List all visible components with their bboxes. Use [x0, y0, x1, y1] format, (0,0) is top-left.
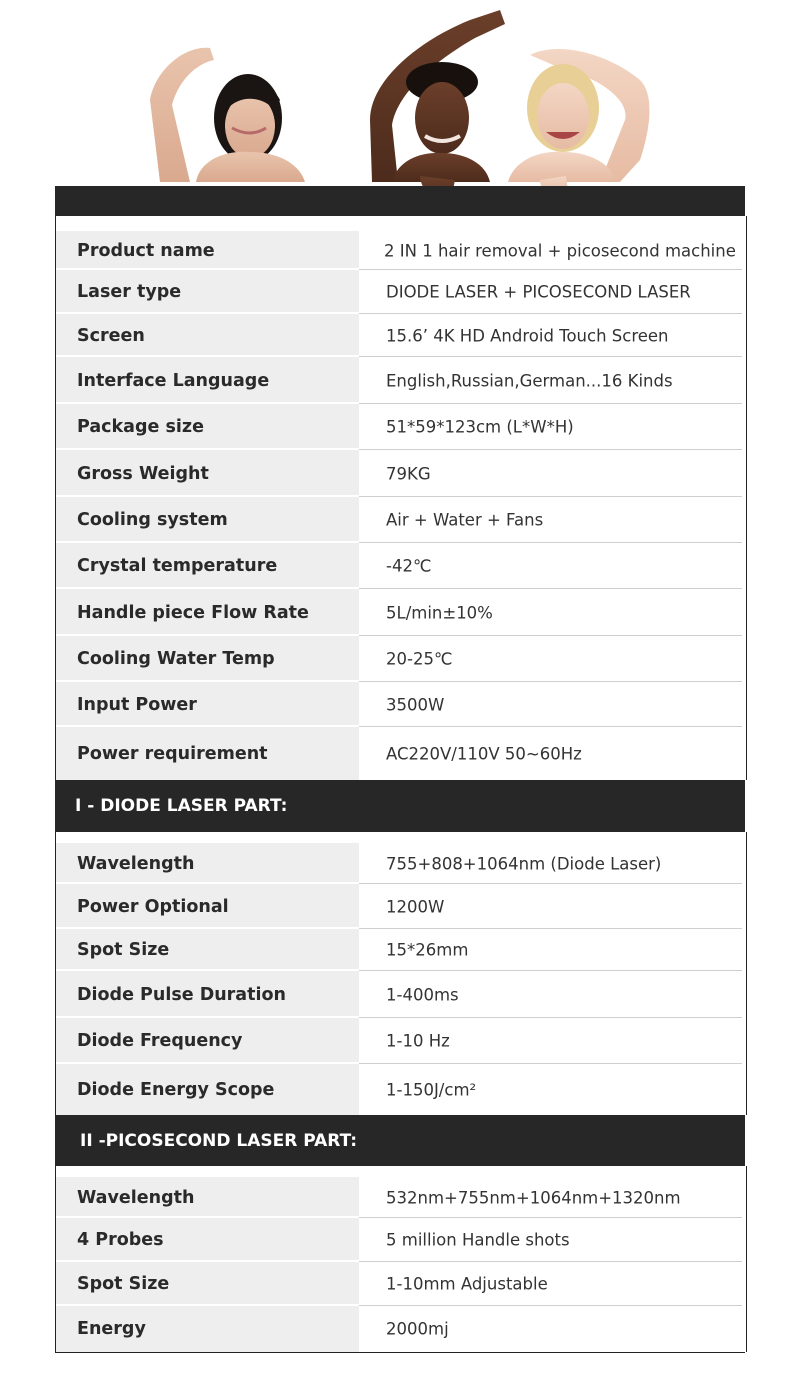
hero-photo	[0, 0, 800, 190]
row-label: Wavelength	[77, 1187, 195, 1208]
row-value: 5 million Handle shots	[386, 1230, 570, 1250]
row-value: 5L/min±10%	[386, 603, 493, 622]
row-value: 15*26mm	[386, 940, 469, 960]
table-row	[56, 314, 745, 357]
table-row	[56, 1064, 745, 1115]
row-label: Diode Frequency	[77, 1031, 243, 1051]
row-value: 79KG	[386, 464, 431, 483]
row-label: Power Optional	[77, 896, 229, 917]
row-value: 1200W	[386, 897, 445, 916]
row-value: 2000mj	[386, 1319, 449, 1339]
section-header-pico	[55, 1115, 745, 1166]
row-label: Laser type	[77, 282, 182, 302]
diode-specs-table	[55, 832, 747, 1115]
table-row	[56, 270, 745, 314]
table-bottom-border	[55, 1352, 745, 1353]
model-center	[370, 10, 505, 190]
section-title: I - DIODE LASER PART:	[75, 796, 288, 816]
table-row	[56, 843, 745, 884]
row-label: Crystal temperature	[77, 556, 278, 576]
models-illustration	[0, 0, 800, 190]
row-value: 1-400ms	[386, 985, 459, 1004]
row-value: 755+808+1064nm (Diode Laser)	[386, 854, 662, 873]
row-label: Package size	[77, 417, 204, 437]
row-value: 1-10 Hz	[386, 1031, 450, 1051]
table-row	[56, 543, 745, 589]
row-value: 20-25℃	[386, 649, 453, 669]
row-label: Spot Size	[77, 940, 170, 960]
section-header-diode	[55, 780, 745, 832]
row-value: 3500W	[386, 695, 445, 714]
row-label: Spot Size	[77, 1274, 170, 1294]
table-row	[56, 231, 745, 270]
table-row	[56, 1218, 745, 1262]
table-row	[56, 450, 745, 497]
row-value: DIODE LASER + PICOSECOND LASER	[386, 282, 691, 302]
row-label: Diode Pulse Duration	[77, 984, 286, 1005]
section-title: II -PICOSECOND LASER PART:	[80, 1130, 358, 1151]
row-label: Diode Energy Scope	[77, 1079, 275, 1100]
table-row	[56, 1177, 745, 1218]
row-value: 1-10mm Adjustable	[386, 1274, 548, 1294]
row-label: Power requirement	[77, 743, 268, 764]
row-value: 1-150J/cm²	[386, 1080, 477, 1099]
row-label: Input Power	[77, 694, 197, 715]
row-value: 51*59*123cm (L*W*H)	[386, 417, 574, 437]
table-row	[56, 929, 745, 971]
row-label: Interface Language	[77, 370, 270, 391]
row-label: 4 Probes	[77, 1230, 164, 1250]
table-row	[56, 404, 745, 450]
table-row	[56, 636, 745, 682]
table-row	[56, 727, 745, 780]
table-row	[56, 357, 745, 404]
top-bar	[55, 186, 745, 216]
row-label: Cooling system	[77, 510, 228, 530]
table-row	[56, 884, 745, 929]
table-row	[56, 682, 745, 727]
row-label: Handle piece Flow Rate	[77, 602, 309, 623]
row-value: 532nm+755nm+1064nm+1320nm	[386, 1188, 681, 1207]
row-label: Product name	[77, 240, 215, 261]
row-label: Energy	[77, 1319, 146, 1339]
row-label: Gross Weight	[77, 463, 209, 484]
row-value: Air + Water + Fans	[386, 510, 544, 530]
table-row	[56, 589, 745, 636]
model-right	[508, 49, 649, 190]
pico-specs-table	[55, 1166, 747, 1352]
row-value: 15.6’ 4K HD Android Touch Screen	[386, 326, 669, 345]
model-left	[150, 48, 305, 182]
row-value: English,Russian,German...16 Kinds	[386, 371, 673, 390]
table-row	[56, 497, 745, 543]
row-value: 2 IN 1 hair removal + picosecond machine	[384, 241, 736, 260]
table-row	[56, 971, 745, 1018]
general-specs-table	[55, 216, 747, 780]
row-label: Cooling Water Temp	[77, 649, 275, 669]
row-label: Wavelength	[77, 853, 195, 874]
table-row	[56, 1306, 745, 1352]
row-value: AC220V/110V 50~60Hz	[386, 744, 582, 763]
row-value: -42℃	[386, 556, 432, 576]
table-row	[56, 1018, 745, 1064]
table-row	[56, 1262, 745, 1306]
row-label: Screen	[77, 325, 145, 346]
